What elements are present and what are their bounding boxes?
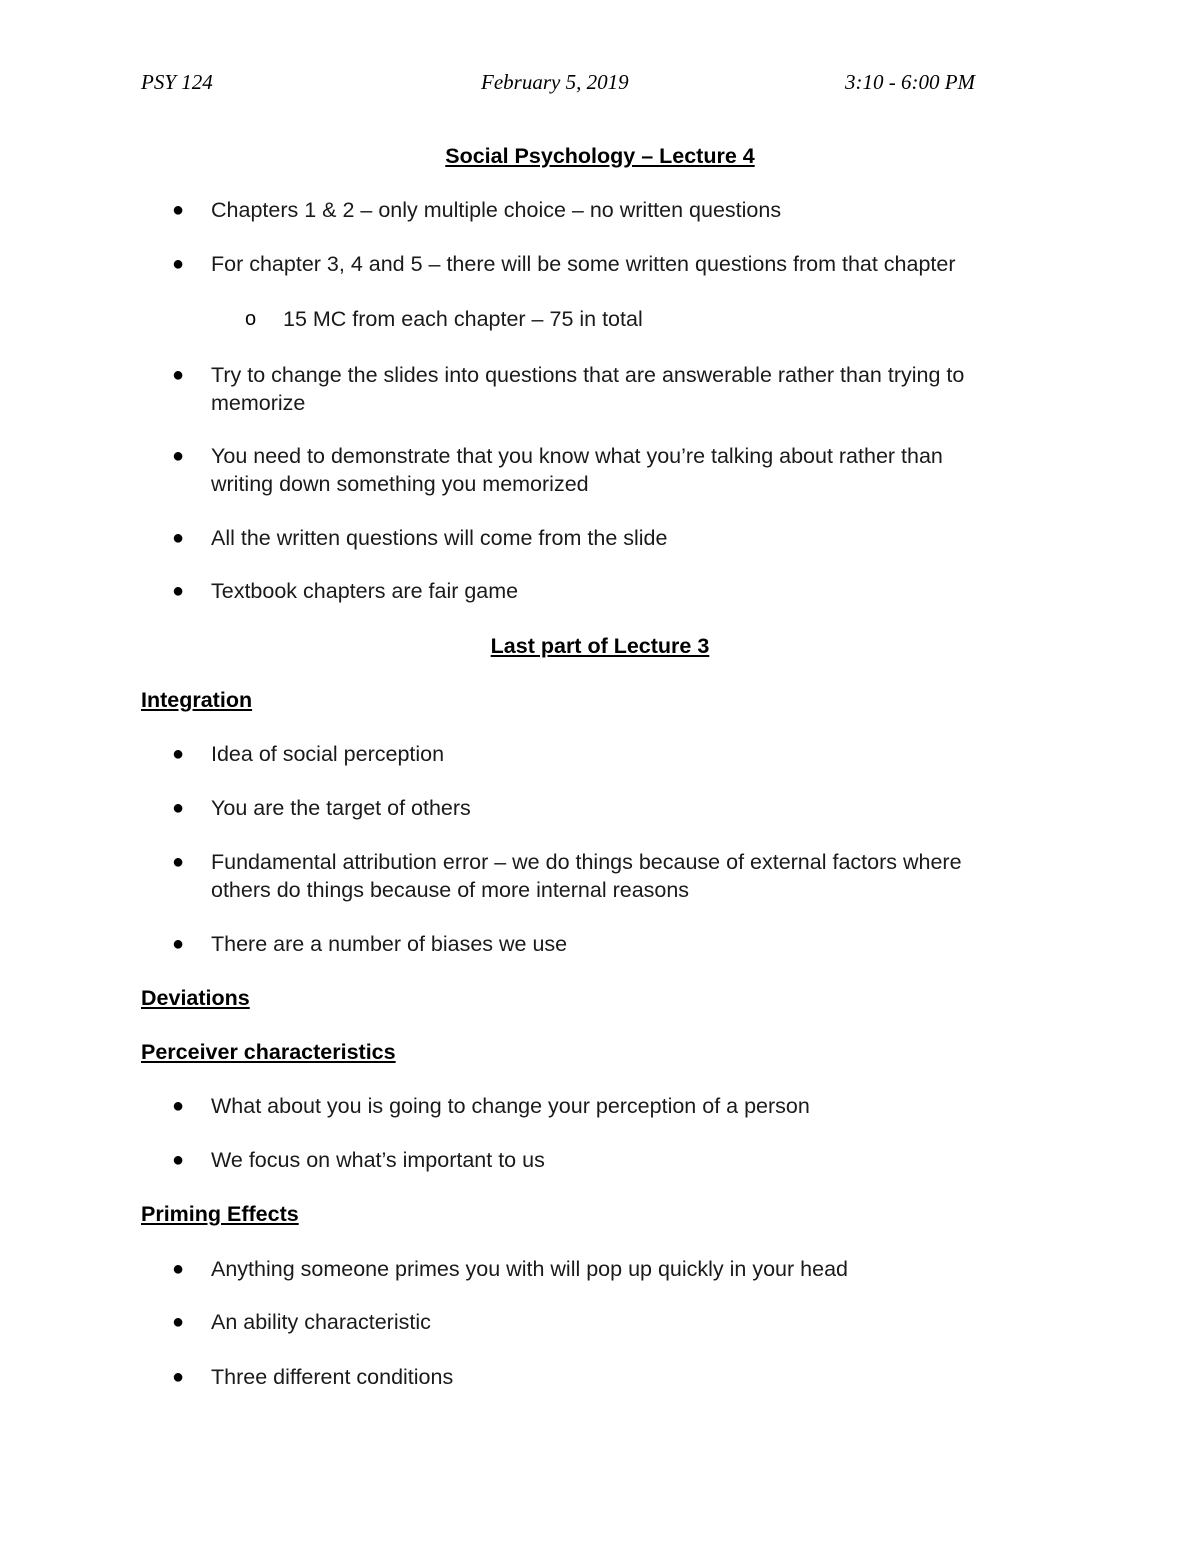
header-course: PSY 124 [141, 70, 213, 94]
list-item: All the written questions will come from the slide [211, 526, 668, 550]
list-item: Three different conditions [211, 1365, 454, 1389]
list-item: Anything someone primes you with will pop up quickly in your head [211, 1257, 848, 1281]
header-time: 3:10 - 6:00 PM [845, 70, 976, 94]
bullet-icon: ● [172, 527, 185, 549]
page-header [0, 70, 1200, 100]
bullet-icon: ● [172, 253, 185, 275]
list-item [211, 442, 1051, 498]
heading-deviations: Deviations [141, 986, 250, 1010]
bullet-icon: ● [172, 1311, 185, 1333]
list-item-line: Try to change the slides into questions that are answerable rather than trying to [211, 363, 965, 387]
bullet-icon: ● [172, 1149, 185, 1171]
section-title: Last part of Lecture 3 [490, 634, 710, 658]
bullet-icon: ● [172, 445, 185, 467]
bullet-icon: ● [172, 364, 185, 386]
list-item: Chapters 1 & 2 – only multiple choice – no written questions [211, 198, 782, 222]
list-item: An ability characteristic [211, 1310, 431, 1334]
list-item: Idea of social perception [211, 742, 445, 766]
list-item: Textbook chapters are fair game [211, 579, 519, 603]
bullet-icon: ● [172, 199, 185, 221]
heading-priming-effects: Priming Effects [141, 1202, 299, 1226]
list-item: There are a number of biases we use [211, 932, 568, 956]
bullet-icon: ● [172, 580, 185, 602]
bullet-icon: ● [172, 1366, 185, 1388]
list-item-line: Fundamental attribution error – we do things because of external factors where [211, 850, 962, 874]
document-title: Social Psychology – Lecture 4 [445, 144, 755, 168]
bullet-icon: ● [172, 743, 185, 765]
bullet-icon: ● [172, 851, 185, 873]
list-item-line: others do things because of more internal reasons [211, 878, 690, 902]
list-item: You are the target of others [211, 796, 471, 820]
heading-integration: Integration [141, 688, 253, 712]
list-item: What about you is going to change your perception of a person [211, 1094, 810, 1118]
list-item [211, 361, 1051, 417]
sub-bullet-icon: o [245, 308, 257, 330]
list-item: We focus on what’s important to us [211, 1148, 545, 1172]
sub-list-item: 15 MC from each chapter – 75 in total [283, 307, 643, 331]
bullet-icon: ● [172, 933, 185, 955]
heading-perceiver-characteristics: Perceiver characteristics [141, 1040, 396, 1064]
list-item [211, 848, 1051, 904]
bullet-icon: ● [172, 797, 185, 819]
bullet-icon: ● [172, 1095, 185, 1117]
list-item-line: memorize [211, 391, 306, 415]
list-item-line: writing down something you memorized [211, 472, 589, 496]
list-item-line: You need to demonstrate that you know what you’re talking about rather than [211, 444, 943, 468]
list-item: For chapter 3, 4 and 5 – there will be some written questions from that chapter [211, 252, 956, 276]
header-date: February 5, 2019 [481, 70, 629, 94]
bullet-icon: ● [172, 1258, 185, 1280]
